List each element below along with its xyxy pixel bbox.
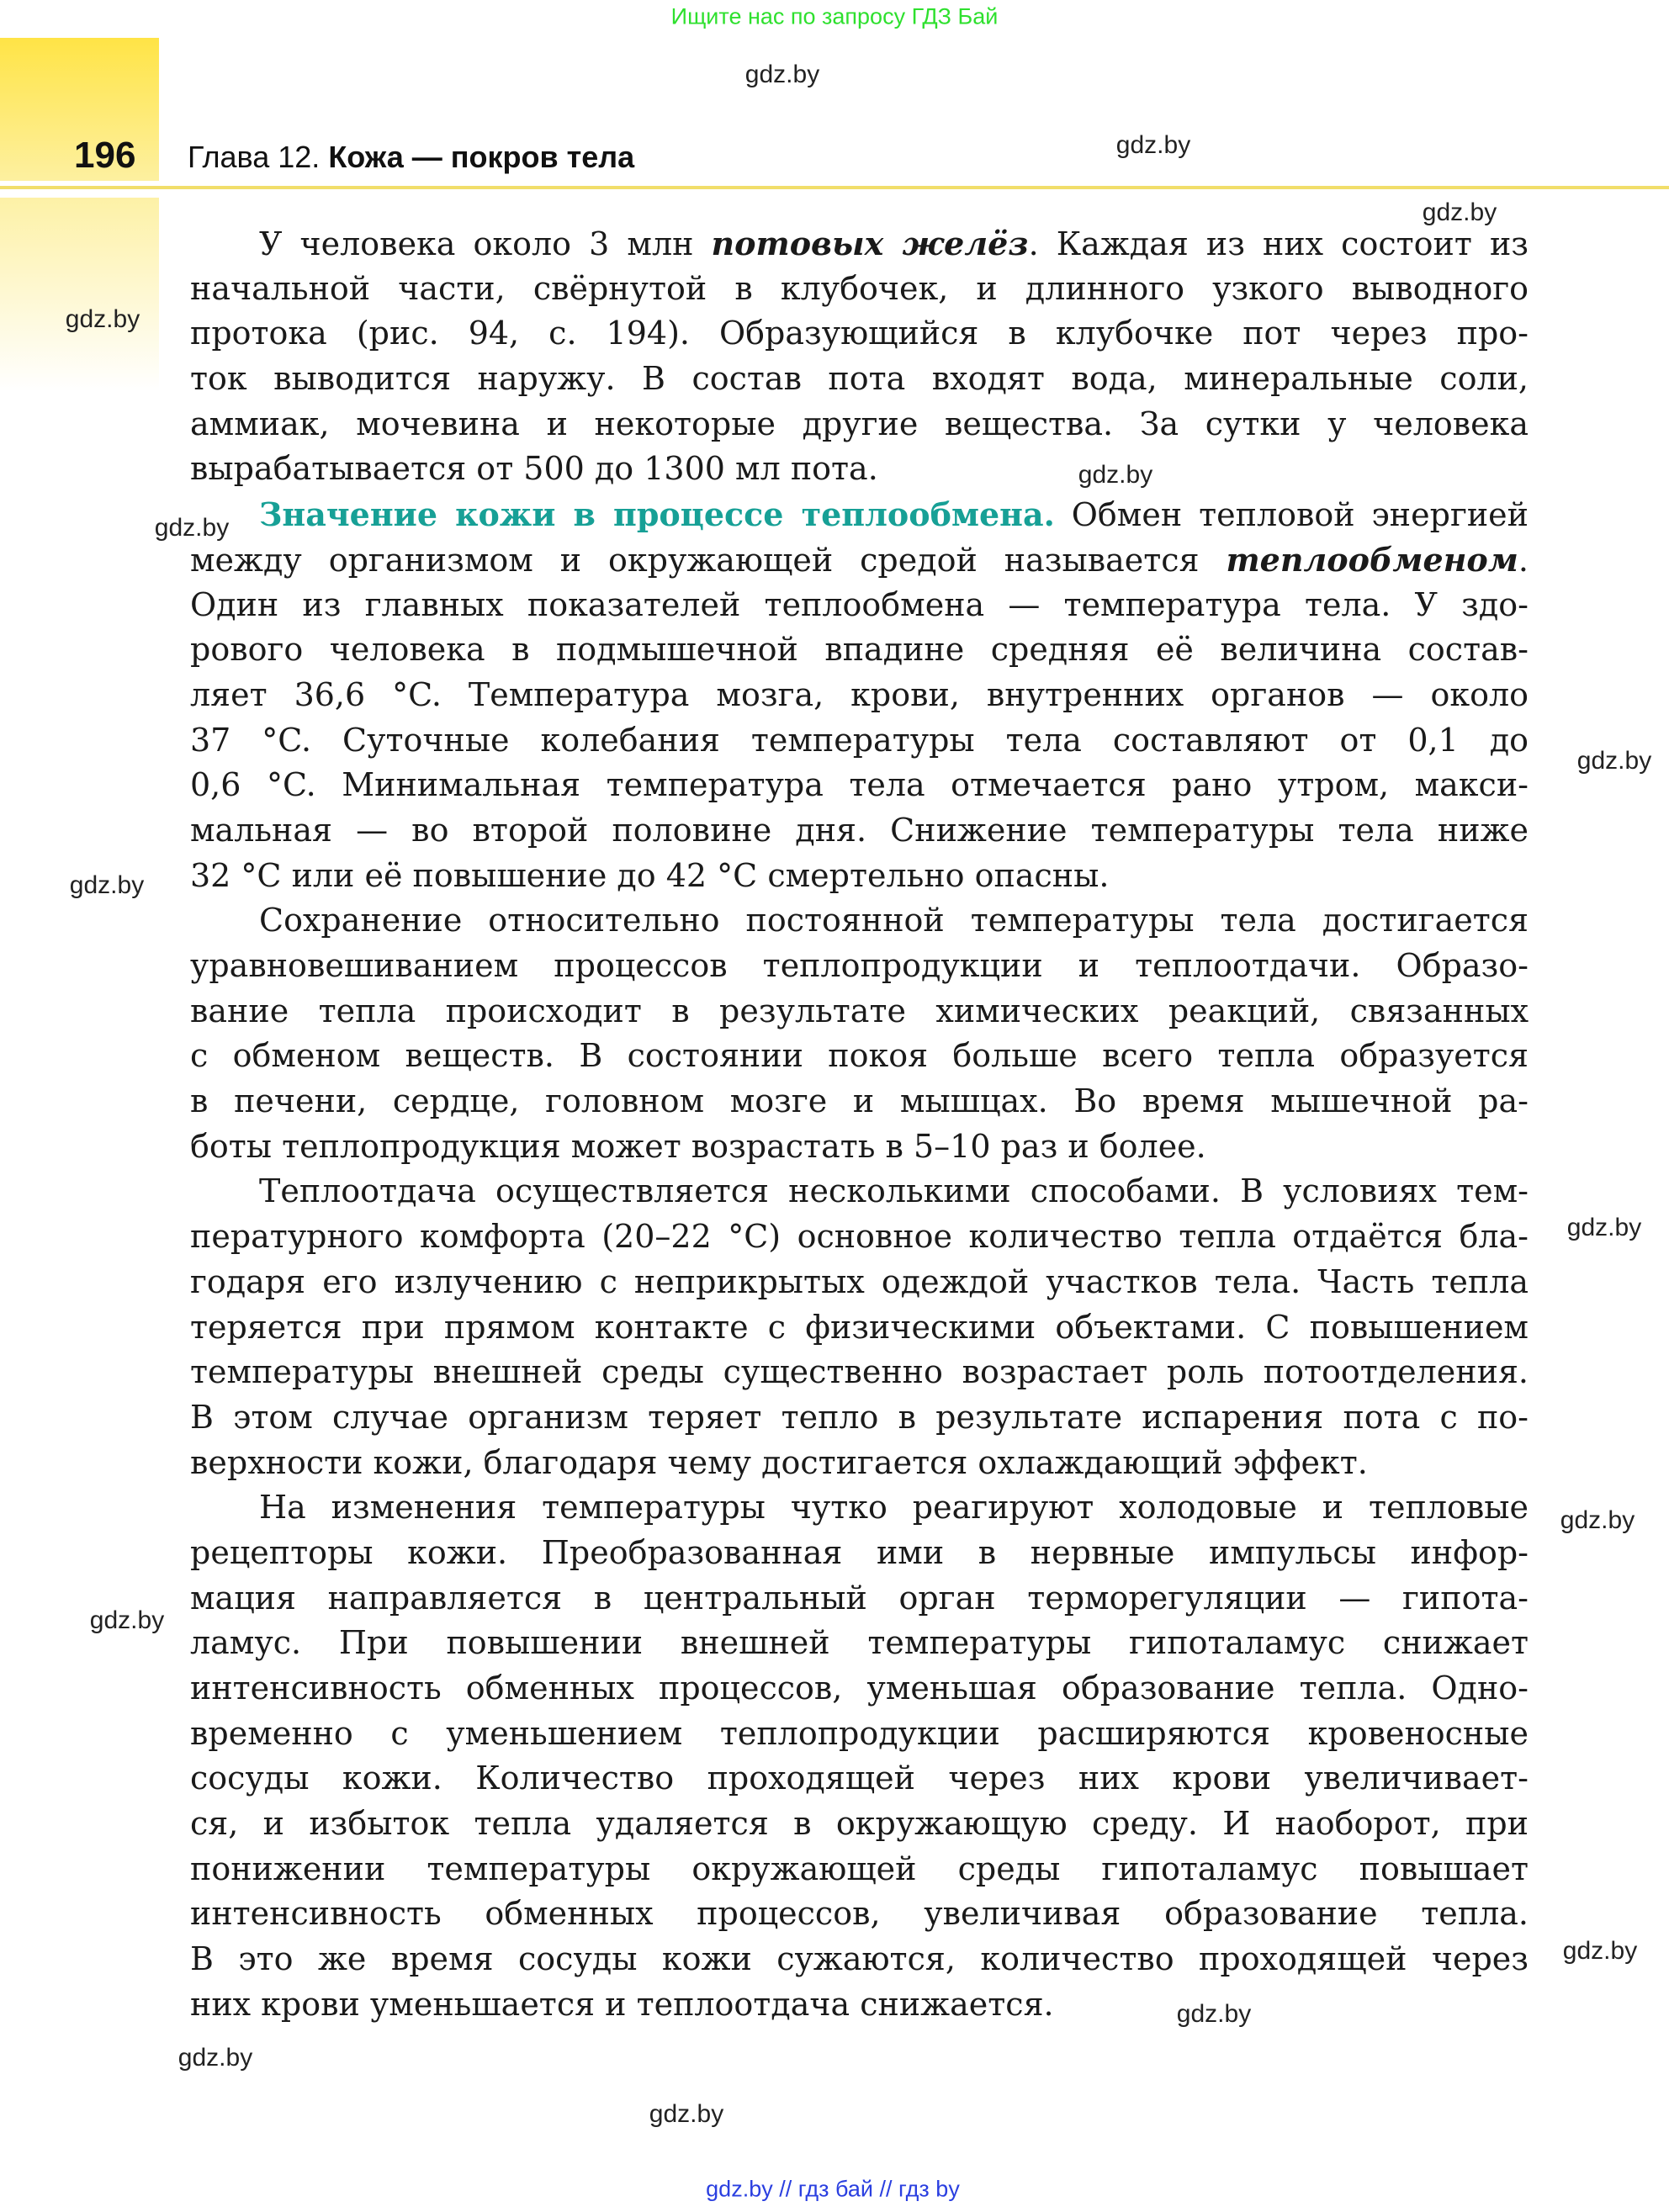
watermark: gdz.by [1560, 1506, 1635, 1534]
text-line [190, 402, 1529, 447]
text-line [190, 1441, 1529, 1486]
text-run: 0,6 °C. Минимальная температура тела отмечается рано утром, макси- [190, 766, 1529, 804]
watermark: gdz.by [1562, 1937, 1638, 1965]
watermark: gdz.by [154, 514, 230, 542]
header-divider [0, 186, 1669, 189]
footer-separator: // [779, 2176, 792, 2202]
text-run: верхности кожи, благодаря чему достигается охлаждающий эффект. [190, 1443, 1368, 1481]
text-run: понижении температуры окружающей среды гипоталамус повышает [190, 1850, 1529, 1887]
footer-link-gdz-by-cyr[interactable]: гдз by [898, 2176, 960, 2202]
text-run: В этом случае организм теряет тепло в результате испарения пота с по- [190, 1398, 1529, 1436]
text-run: . Каждая из них состоит из [1028, 225, 1529, 262]
text-line [190, 1802, 1529, 1847]
text-run: пературного комфорта (20–22 °C) основное количество тепла отдаётся бла- [190, 1218, 1529, 1256]
watermark: gdz.by [1576, 747, 1652, 775]
text-run: с обменом веществ. В состоянии покоя больше всего тепла образуется [190, 1037, 1529, 1075]
text-line [190, 1485, 1529, 1531]
term-emphasis: потовых желёз [711, 225, 1029, 262]
text-run: них крови уменьшается и теплоотдача снижается. [190, 1985, 1054, 2023]
footer-link-gdz-bai[interactable]: гдз бай [797, 2176, 873, 2202]
term-emphasis: теплообменом [1226, 540, 1518, 579]
text-run: теряется при прямом контакте с физическими объектами. С повышением [190, 1308, 1529, 1346]
text-run: 32 °C или её повышение до 42 °C смертельно опасны. [190, 856, 1110, 894]
text-line [190, 763, 1529, 808]
watermark: gdz.by [744, 61, 820, 88]
text-run: В это же время сосуды кожи сужаются, количество проходящей через [190, 1940, 1529, 1978]
chapter-prefix: Глава 12. [188, 140, 321, 174]
text-line [190, 1712, 1529, 1757]
text-run: протока (рис. 94, с. 194). Образующийся в клубочке пот через про- [190, 315, 1529, 352]
text-run: рового человека в подмышечной впадине средняя её величина состав- [190, 631, 1529, 669]
text-line [190, 1892, 1529, 1937]
body-text [190, 221, 1529, 2028]
text-run: между организмом и окружающей средой называется [190, 541, 1227, 579]
text-line [190, 583, 1529, 628]
text-run: сосуды кожи. Количество проходящей через них крови увеличивает- [190, 1760, 1529, 1797]
text-line [190, 492, 1529, 537]
text-run: вырабатывается от 500 до 1300 мл пота. [190, 450, 878, 488]
page-number: 196 [74, 135, 136, 176]
text-line [190, 718, 1529, 764]
text-line [190, 1214, 1529, 1260]
text-line [190, 1621, 1529, 1666]
text-run: ся, и избыток тепла удаляется в окружающую среду. И наоборот, при [190, 1805, 1529, 1843]
watermark: gdz.by [1422, 198, 1497, 226]
text-run: ляет 36,6 °C. Температура мозга, крови, внутренних органов — около [190, 675, 1529, 713]
watermark: gdz.by [1566, 1214, 1642, 1241]
text-run: интенсивность обменных процессов, уменьшая образование тепла. Одно- [190, 1670, 1529, 1707]
text-line [190, 1531, 1529, 1576]
text-line [190, 627, 1529, 673]
text-run: На изменения температуры чутко реагируют холодовые и тепловые [259, 1489, 1529, 1527]
text-run: вание тепла происходит в результате химических реакций, связанных [190, 992, 1529, 1029]
text-run: 37 °C. Суточные колебания температуры тела составляют от 0,1 до [190, 721, 1529, 759]
text-run: интенсивность обменных процессов, увеличивая образование тепла. [190, 1895, 1529, 1933]
text-line [190, 1666, 1529, 1712]
text-line [190, 1982, 1529, 2028]
watermark: gdz.by [65, 305, 140, 333]
text-line [190, 944, 1529, 989]
text-run: Один из главных показателей теплообмена — температура тела. У здо- [190, 585, 1529, 623]
text-run: в печени, сердце, головном мозге и мышцах. Во время мышечной ра- [190, 1082, 1529, 1120]
text-line [190, 989, 1529, 1035]
watermark: gdz.by [1115, 131, 1191, 159]
text-run: ток выводится наружу. В состав пота входят вода, минеральные соли, [190, 360, 1529, 398]
text-run: аммиак, мочевина и некоторые другие вещества. За сутки у человека [190, 405, 1529, 442]
text-run: уравновешиванием процессов теплопродукции и теплоотдачи. Образо- [190, 947, 1529, 984]
text-line [190, 1034, 1529, 1079]
text-line [190, 1305, 1529, 1351]
text-run: годаря его излучению с неприкрытых одеждой участков тела. Часть тепла [190, 1262, 1529, 1300]
watermark: gdz.by [1078, 461, 1153, 489]
text-run: временно с уменьшением теплопродукции расширяются кровеносные [190, 1714, 1529, 1752]
text-line [190, 854, 1529, 899]
text-run: У человека около 3 млн [259, 225, 712, 262]
text-line [190, 1756, 1529, 1802]
margin-decoration [0, 198, 159, 391]
chapter-title [188, 140, 634, 175]
text-line [190, 357, 1529, 402]
text-line [190, 898, 1529, 944]
chapter-name: Кожа — покров тела [328, 140, 635, 174]
text-run: Сохранение относительно постоянной температуры тела достигается [259, 902, 1529, 939]
watermark: gdz.by [89, 1606, 165, 1634]
watermark: gdz.by [177, 2044, 253, 2072]
text-line [190, 1260, 1529, 1305]
text-line [190, 1847, 1529, 1892]
footer-link-gdz-by[interactable]: gdz.by [706, 2176, 773, 2202]
text-run: мация направляется в центральный орган терморегуляции — гипота- [190, 1579, 1529, 1617]
text-line [190, 311, 1529, 357]
watermark: gdz.by [649, 2100, 724, 2128]
text-run: Обмен тепловой энергией [1054, 496, 1529, 534]
text-run: рецепторы кожи. Преобразованная ими в нервные импульсы инфор- [190, 1533, 1529, 1571]
text-line [190, 221, 1529, 267]
text-line [190, 808, 1529, 854]
text-run: ламус. При повышении внешней температуры гипоталамус снижает [190, 1624, 1529, 1662]
text-run: боты теплопродукция может возрастать в 5–10 раз и более. [190, 1127, 1206, 1165]
section-heading: Значение кожи в процессе теплообмена. [259, 495, 1055, 534]
footer-separator: // [879, 2176, 893, 2202]
watermark: gdz.by [1176, 2000, 1252, 2028]
text-line [190, 1937, 1529, 1982]
footer-links [706, 2177, 960, 2203]
text-run: температуры внешней среды существенно возрастает роль потоотделения. [190, 1353, 1529, 1391]
text-run: Теплоотдача осуществляется несколькими способами. В условиях тем- [259, 1172, 1529, 1210]
text-line [190, 447, 1529, 492]
text-line [190, 1125, 1529, 1170]
search-promo-link[interactable]: Ищите нас по запросу ГДЗ Бай [670, 3, 999, 29]
text-line [190, 1169, 1529, 1214]
text-line [190, 537, 1529, 583]
text-line [190, 673, 1529, 718]
text-line [190, 1576, 1529, 1622]
text-line [190, 267, 1529, 312]
text-run: . [1518, 541, 1529, 579]
watermark: gdz.by [69, 871, 145, 899]
text-line [190, 1350, 1529, 1395]
text-run: начальной части, свёрнутой в клубочек, и длинного узкого выводного [190, 269, 1529, 307]
text-line [190, 1395, 1529, 1441]
text-run: мальная — во второй половине дня. Снижение температуры тела ниже [190, 811, 1529, 849]
text-line [190, 1079, 1529, 1125]
